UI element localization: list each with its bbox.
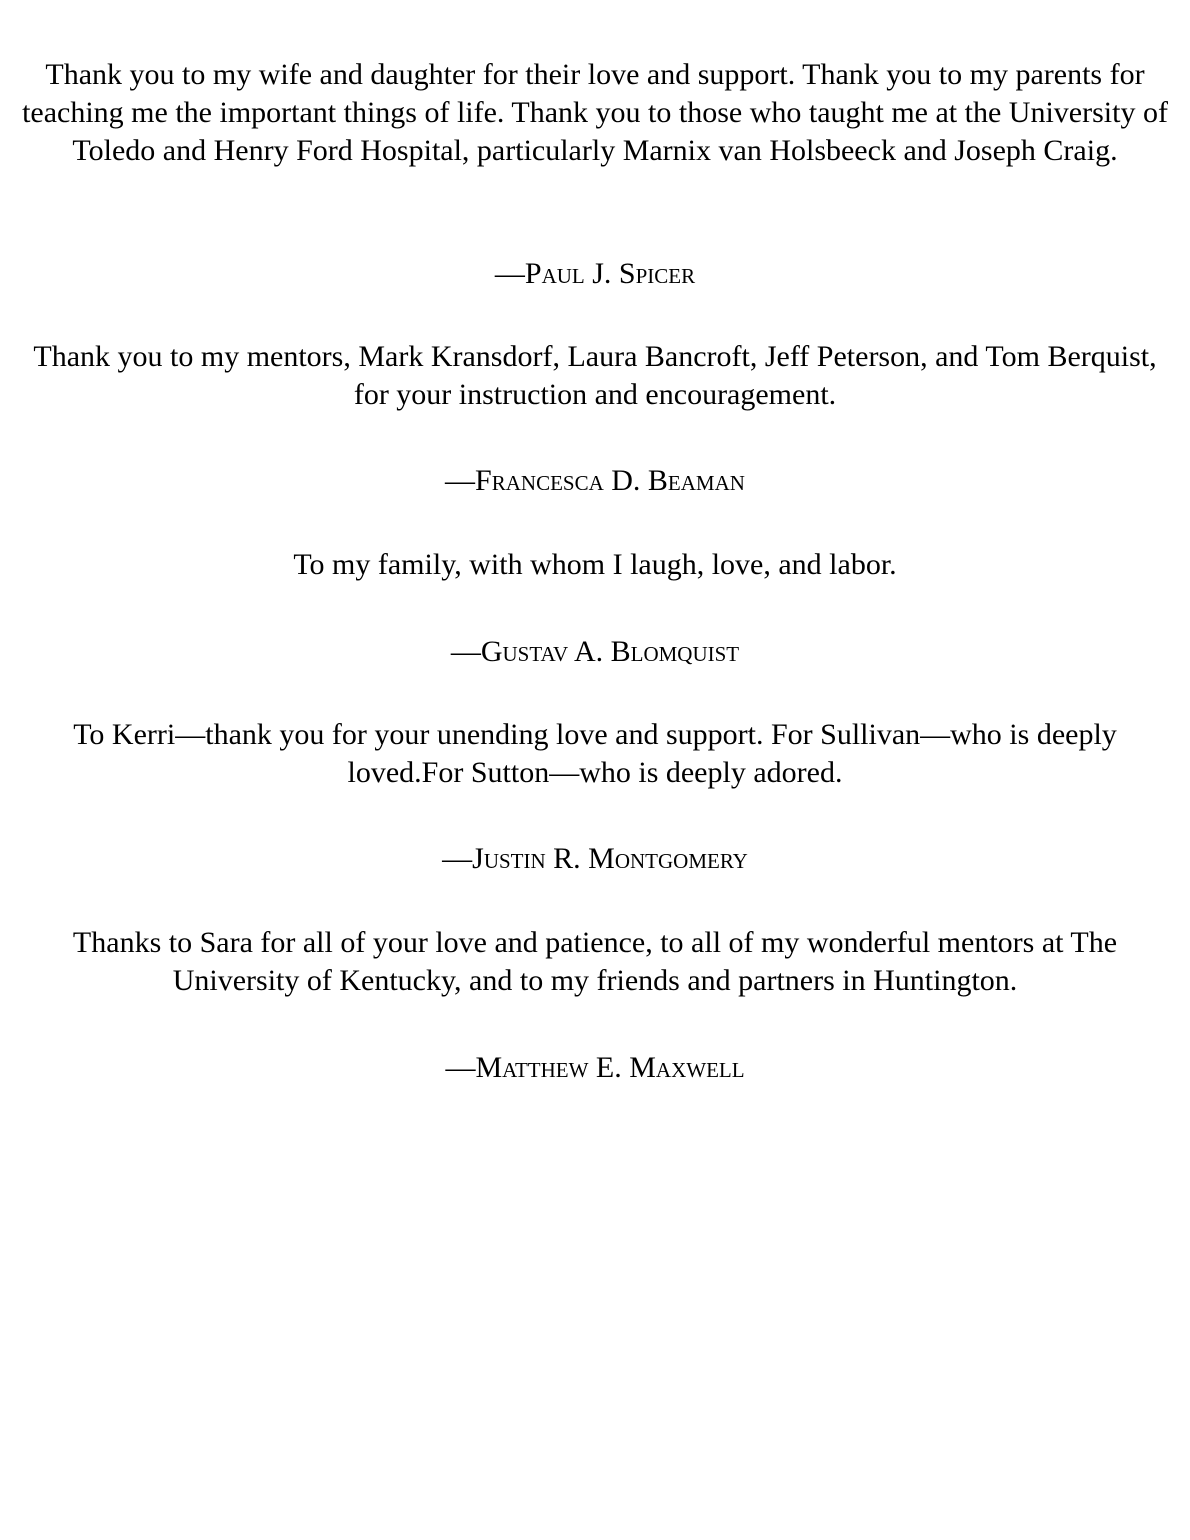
signature-montgomery: —Justin R. Montgomery <box>442 842 748 875</box>
signature-maxwell: —Matthew E. Maxwell <box>445 1051 745 1084</box>
dedication-text-maxwell: Thanks to Sara for all of your love and patience, to all of my wonderful mentors at The University of Kentucky, and to my friends and partners in Huntington. <box>72 926 1118 997</box>
dedication-text-blomquist: To my family, with whom I laugh, love, and labor. <box>293 548 897 581</box>
dedication-text-spicer: Thank you to my wife and daughter for their love and support. Thank you to my parents for teaching me the important things of life. Thank you to those who taught me at the University of Toledo and Henry Ford Hospital, particularly Marnix van Holsbeeck and Joseph Craig. <box>22 58 1168 167</box>
signature-spicer: —Paul J. Spicer <box>494 257 696 290</box>
signature-blomquist: —Gustav A. Blomquist <box>450 635 740 668</box>
dedication-text-beaman: Thank you to my mentors, Mark Kransdorf, Laura Bancroft, Jeff Peterson, and Tom Berquist, for your instruction and encouragement. <box>33 340 1157 411</box>
signature-beaman: —Francesca D. Beaman <box>445 464 745 497</box>
dedication-text-montgomery: To Kerri—thank you for your unending love and support. For Sullivan—who is deeply loved.For Sutton—who is deeply adored. <box>73 718 1117 789</box>
